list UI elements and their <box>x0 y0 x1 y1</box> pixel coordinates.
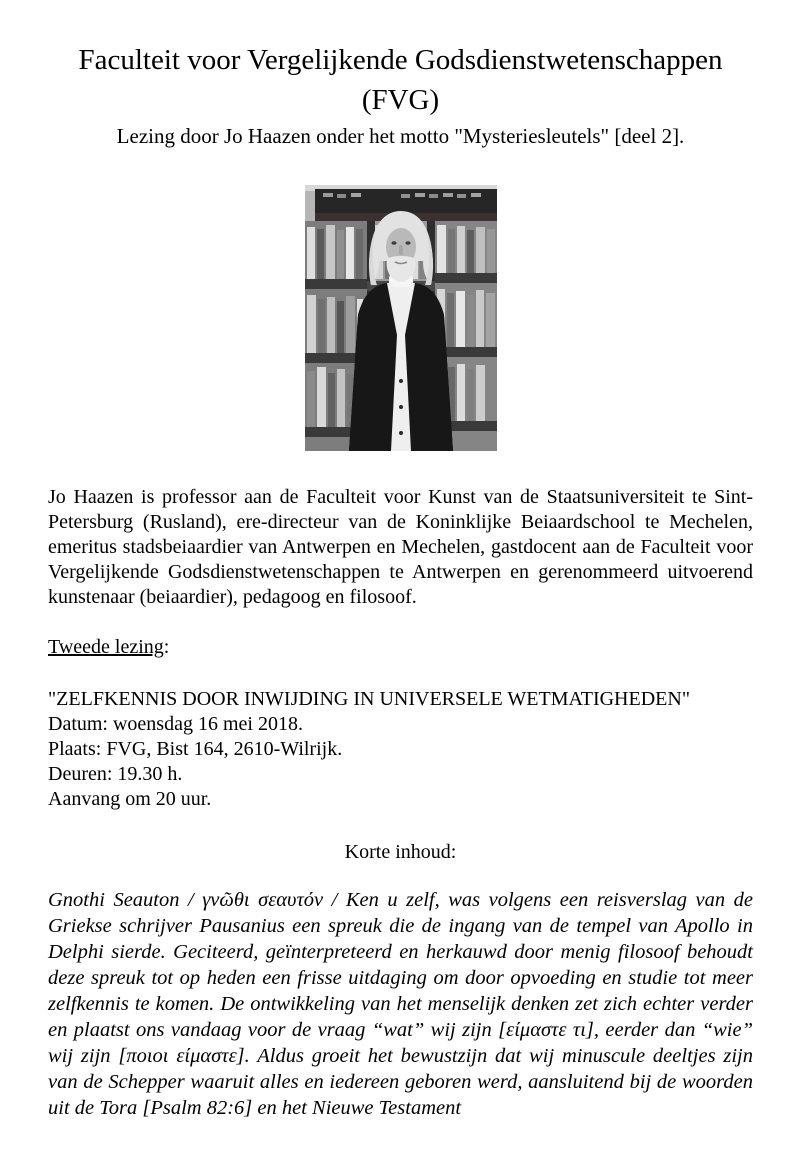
second-lecture-label: Tweede lezing <box>48 636 164 658</box>
lecture-start: Aanvang om 20 uur. <box>48 788 212 810</box>
lecture-doors: Deuren: 19.30 h. <box>48 763 183 785</box>
title-line-2: (FVG) <box>361 84 440 116</box>
second-lecture-colon: : <box>163 636 170 658</box>
summary-paragraph: Gnothi Seauton / γνῶθι σεαυτόν / Ken u zelf, was volgens een reisverslag van de Griekse schrijver Pausanius een spreuk die de ingang van de tempel van Apollo in Delphi sierde. Geciteerd, geïnterpreteerd en herkauwd door menig filosoof behoudt deze spreuk tot op heden een frisse uitdaging om door opvoeding en studie tot meer zelfkennis te komen. De ontwikkeling van het menselijk denken zet zich echter verder en plaatst ons vandaag voor de vraag “wat” wij zijn [είμαστε τι], eerder dan “wie” wij zijn [ποιοι είμαστε]. Aldus groeit het bewustzijn dat wij minuscule deeltjes zijn van de Schepper waaruit alles en iedereen geboren werd, aansluitend bij de woorden uit de Tora [Psalm 82:6] en het Nieuwe Testament <box>48 889 753 1119</box>
portrait-photo <box>305 185 497 451</box>
lecture-place: Plaats: FVG, Bist 164, 2610-Wilrijk. <box>48 738 343 760</box>
lecture-title: "ZELFKENNIS DOOR INWIJDING IN UNIVERSELE WETMATIGHEDEN" <box>48 688 690 710</box>
second-lecture-line <box>48 635 753 660</box>
lecture-details <box>48 687 753 812</box>
portrait-photo-image <box>305 185 497 451</box>
lecture-date: Datum: woensdag 16 mei 2018. <box>48 713 303 735</box>
summary-heading: Korte inhoud: <box>344 841 457 863</box>
title-line-1: Faculteit voor Vergelijkende Godsdienstwetenschappen <box>78 44 723 76</box>
document-subtitle: Lezing door Jo Haazen onder het motto "Mysteriesleutels" [deel 2]. <box>116 124 685 148</box>
bio-paragraph: Jo Haazen is professor aan de Faculteit voor Kunst van de Staatsuniversiteit te Sint-Petersburg (Rusland), ere-directeur van de Koninklijke Beiaardschool te Mechelen, emeritus stadsbeiaardier van Antwerpen en Mechelen, gastdocent aan de Faculteit voor Vergelijkende Godsdienstwetenschappen te Antwerpen en gerenommeerd uitvoerend kunstenaar (beiaardier), pedagoog en filosoof. <box>48 486 753 608</box>
document-title <box>28 40 773 120</box>
